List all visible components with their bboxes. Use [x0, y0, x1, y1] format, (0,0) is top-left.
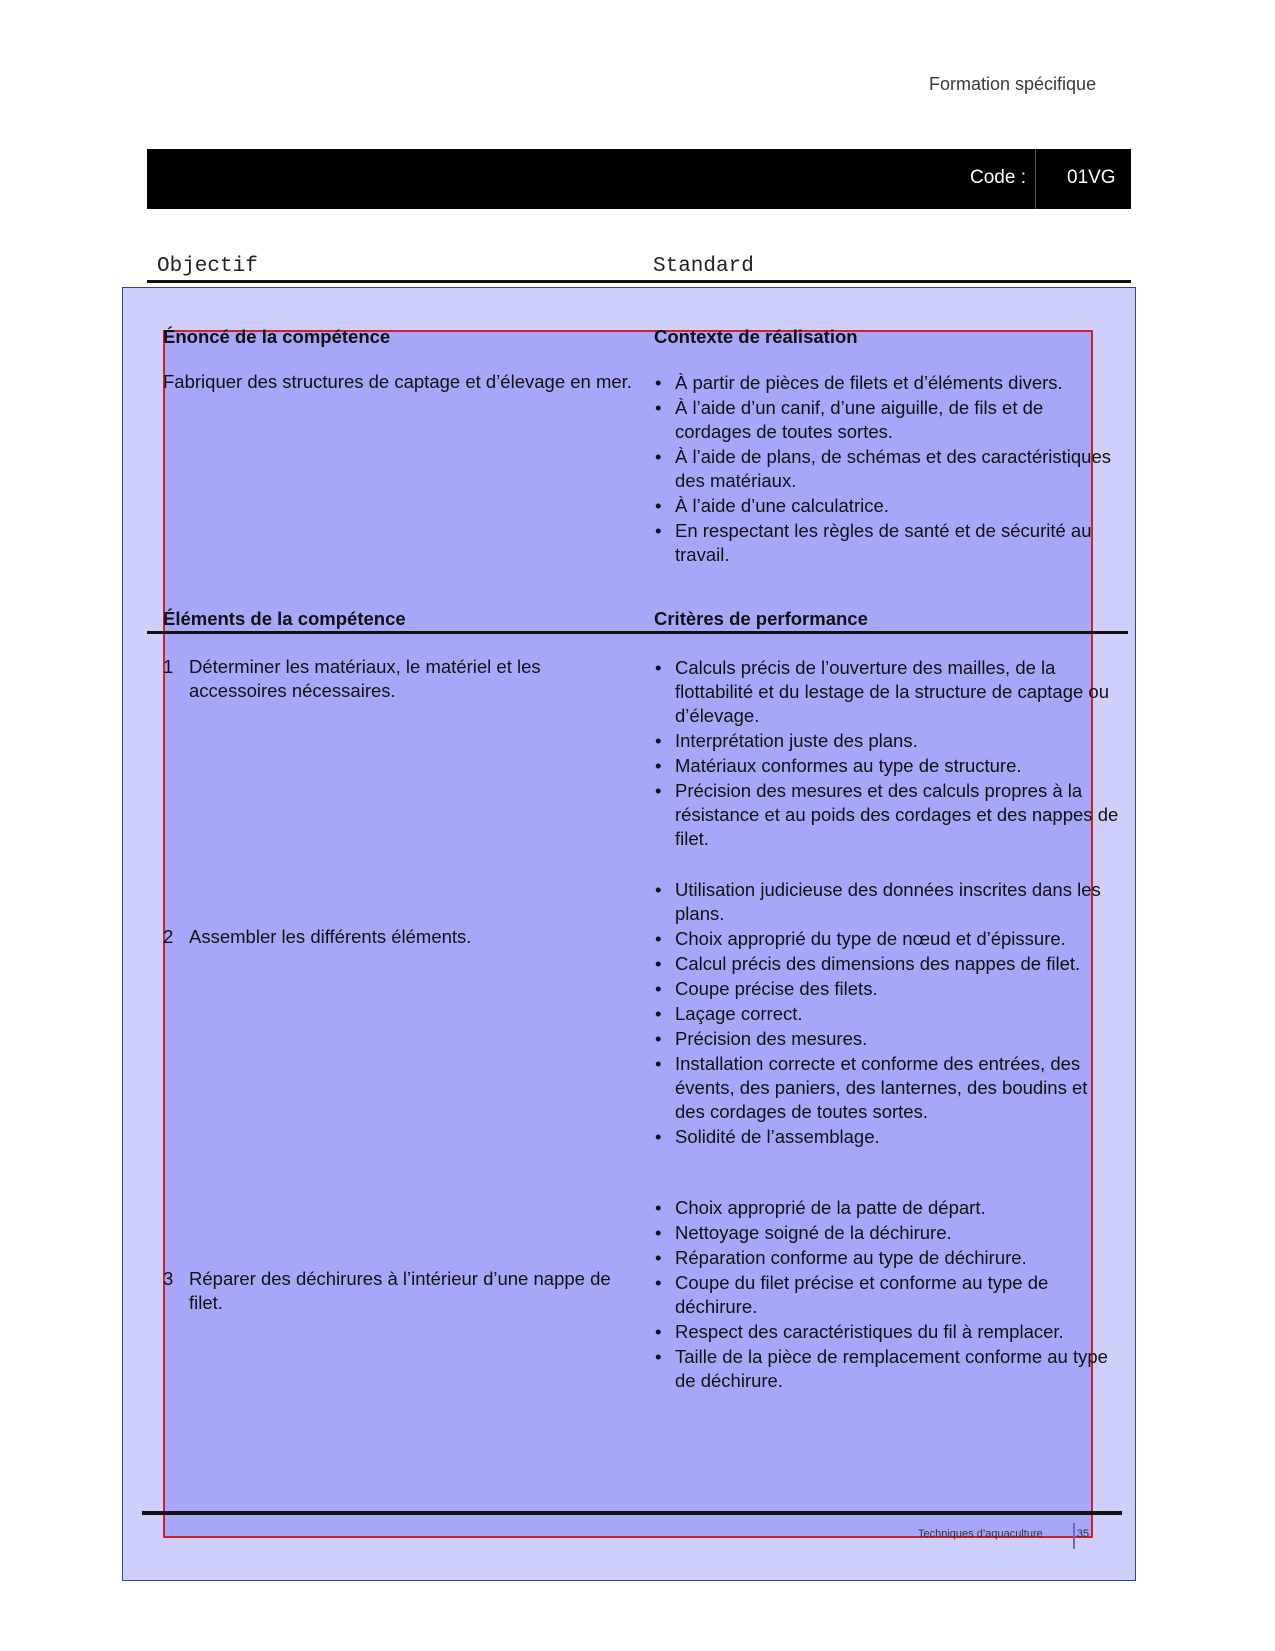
header-bar [147, 149, 1131, 209]
criterion-item: • Matériaux conformes au type de structure. [654, 754, 1119, 778]
criterion-item: • Respect des caractéristiques du fil à remplacer. [654, 1320, 1119, 1344]
code-label: Code : [970, 167, 1026, 188]
competence-statement: Fabriquer des structures de captage et d’élevage en mer. [163, 371, 632, 392]
criteria-list [654, 656, 1119, 852]
criterion-item: • Calculs précis de l’ouverture des mailles, de la flottabilité et du lestage de la structure de captage ou d’élevage. [654, 656, 1119, 728]
standard-label: Standard [653, 255, 754, 278]
criterion-item: • Coupe précise des filets. [654, 977, 1119, 1001]
element-number: 2 [163, 926, 174, 947]
criterion-item: • Précision des mesures. [654, 1027, 1119, 1051]
code-separator [1035, 149, 1036, 209]
criterion-item: • Solidité de l’assemblage. [654, 1125, 1119, 1149]
context-list [654, 371, 1119, 568]
title-divider [147, 280, 1131, 283]
context-item: • À l’aide d’une calculatrice. [654, 494, 1119, 518]
criteria-heading: Critères de performance [654, 608, 868, 629]
context-item: • En respectant les règles de santé et de sécurité au travail. [654, 519, 1119, 567]
objective-label: Objectif [157, 255, 258, 278]
elements-heading: Éléments de la compétence [163, 608, 406, 629]
page-number: 35 [1076, 1528, 1090, 1540]
statement-heading: Énoncé de la compétence [163, 326, 391, 347]
program-label: Formation spécifique [929, 74, 1097, 94]
criteria-list [654, 1196, 1119, 1394]
context-item: • À l’aide d’un canif, d’une aiguille, de fils et de cordages de toutes sortes. [654, 396, 1119, 444]
context-heading: Contexte de réalisation [654, 326, 858, 347]
criterion-item: • Précision des mesures et des calculs propres à la résistance et au poids des cordages et des nappes de filet. [654, 779, 1119, 851]
criterion-item: • Taille de la pièce de remplacement conforme au type de déchirure. [654, 1345, 1119, 1393]
criterion-item: • Choix approprié du type de nœud et d’épissure. [654, 927, 1119, 951]
element-item [163, 655, 629, 703]
criterion-item: • Réparation conforme au type de déchirure. [654, 1246, 1119, 1270]
elements-divider [147, 631, 1128, 634]
footer-title: Techniques d’aquaculture [918, 1528, 1043, 1540]
criterion-item: • Nettoyage soigné de la déchirure. [654, 1221, 1119, 1245]
element-text: Déterminer les matériaux, le matériel et les accessoires nécessaires. [189, 656, 541, 701]
criteria-list [654, 878, 1119, 1150]
criterion-item: • Choix approprié de la patte de départ. [654, 1196, 1119, 1220]
element-text: Assembler les différents éléments. [189, 926, 472, 947]
criterion-item: • Utilisation judicieuse des données inscrites dans les plans. [654, 878, 1119, 926]
criterion-item: • Installation correcte et conforme des entrées, des évents, des paniers, des lanternes, des boudins et des cordages de toutes sortes. [654, 1052, 1119, 1124]
footer-divider [142, 1511, 1122, 1515]
criterion-item: • Calcul précis des dimensions des nappes de filet. [654, 952, 1119, 976]
criterion-item: • Coupe du filet précise et conforme au type de déchirure. [654, 1271, 1119, 1319]
element-number: 1 [163, 656, 174, 677]
footer-separator [1073, 1523, 1075, 1549]
criterion-item: • Interprétation juste des plans. [654, 729, 1119, 753]
element-item [163, 925, 629, 949]
element-text: Réparer des déchirures à l’intérieur d’une nappe de filet. [189, 1268, 611, 1313]
footer [918, 1528, 1089, 1540]
code-value: 01VG [1067, 167, 1116, 188]
element-number: 3 [163, 1268, 174, 1289]
context-item: • À l’aide de plans, de schémas et des caractéristiques des matériaux. [654, 445, 1119, 493]
element-item [163, 1267, 629, 1315]
context-item: • À partir de pièces de filets et d’éléments divers. [654, 371, 1119, 395]
criterion-item: • Laçage correct. [654, 1002, 1119, 1026]
